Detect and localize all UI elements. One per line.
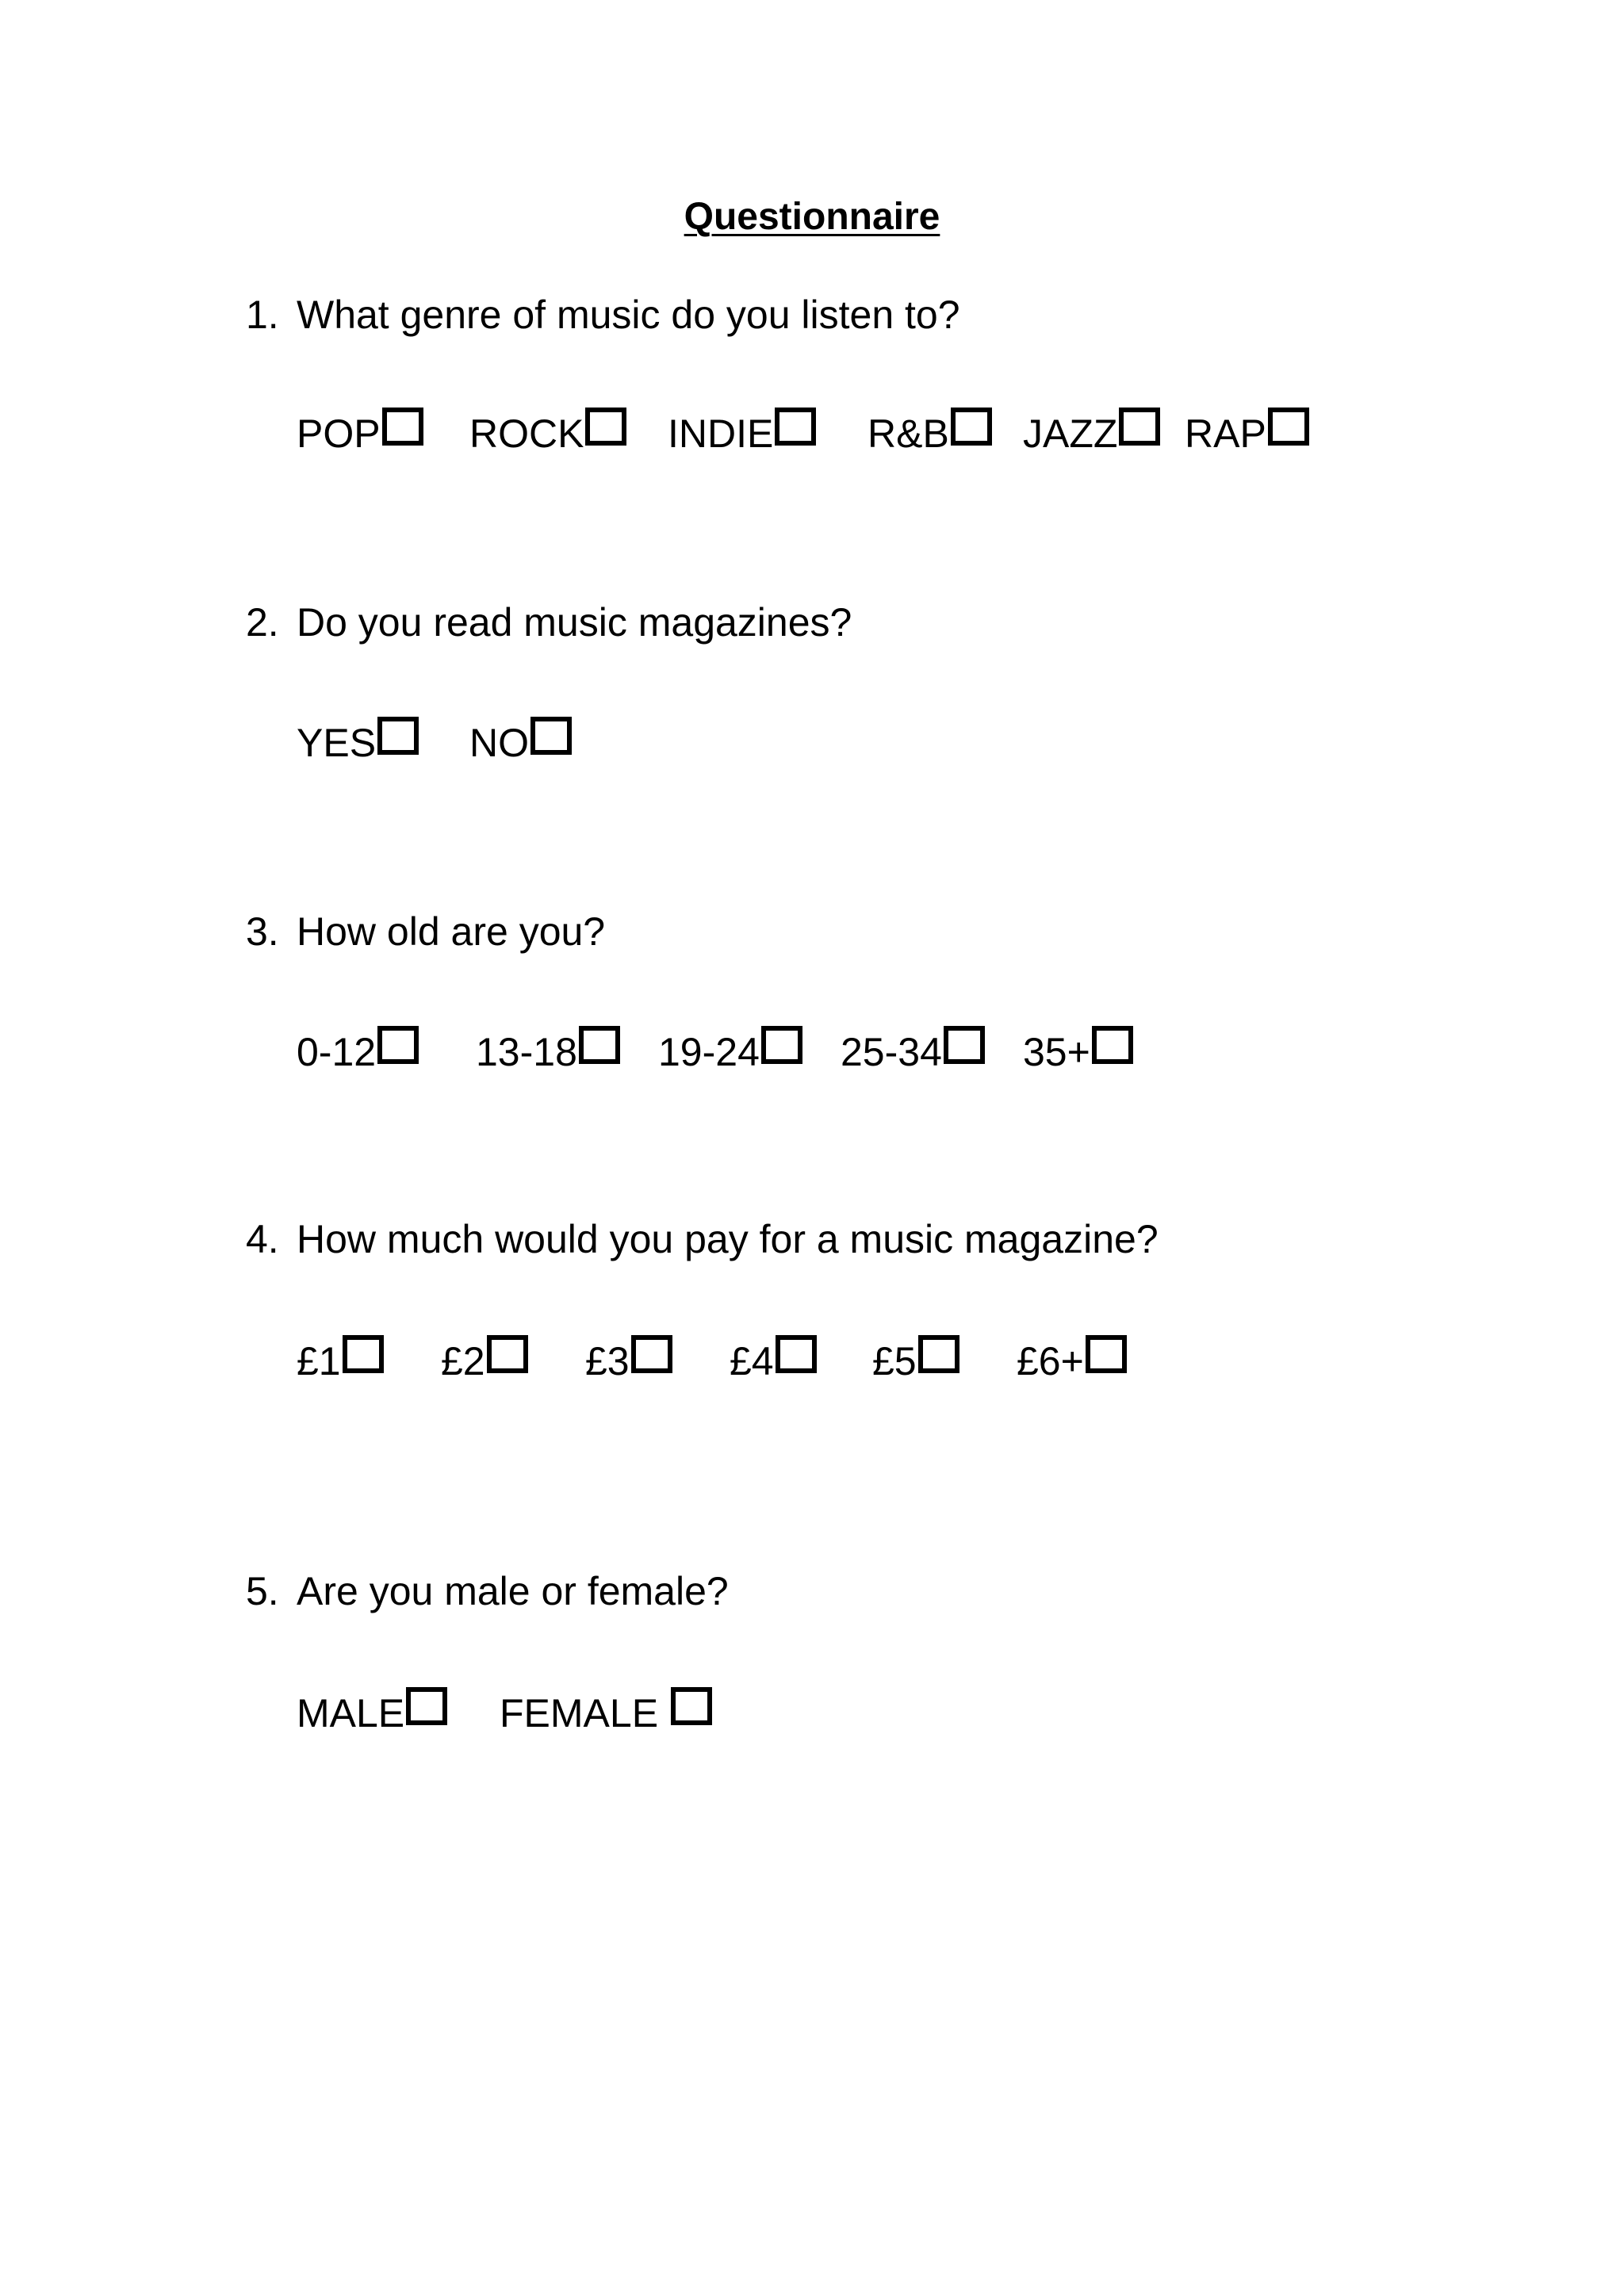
option-price-4[interactable] bbox=[730, 1341, 817, 1381]
checkbox-price-2[interactable] bbox=[487, 1335, 528, 1373]
option-age-25-34[interactable] bbox=[841, 1032, 985, 1072]
question-1 bbox=[246, 295, 960, 335]
page-title: Questionnaire bbox=[684, 196, 940, 238]
question-1-number: 1. bbox=[246, 293, 279, 337]
option-price-2-label: £2 bbox=[441, 1339, 485, 1383]
question-4 bbox=[246, 1219, 1159, 1259]
question-2-number: 2. bbox=[246, 600, 279, 645]
question-5-text: Are you male or female? bbox=[297, 1569, 729, 1613]
option-price-6-plus[interactable] bbox=[1017, 1341, 1127, 1381]
option-indie[interactable] bbox=[668, 411, 816, 456]
question-2 bbox=[246, 600, 852, 645]
option-price-3[interactable] bbox=[585, 1341, 672, 1381]
option-age-0-12-label: 0-12 bbox=[297, 1030, 377, 1074]
checkbox-age-13-18[interactable] bbox=[579, 1026, 620, 1064]
option-price-6-plus-label: £6+ bbox=[1017, 1339, 1084, 1383]
option-price-5[interactable] bbox=[872, 1341, 959, 1381]
option-rnb-label: R&B bbox=[868, 411, 949, 456]
option-rock[interactable] bbox=[469, 411, 626, 456]
option-rnb[interactable] bbox=[868, 411, 992, 456]
checkbox-age-35-plus[interactable] bbox=[1092, 1026, 1133, 1064]
option-jazz-label: JAZZ bbox=[1023, 411, 1118, 456]
checkbox-male[interactable] bbox=[406, 1687, 447, 1725]
checkbox-jazz[interactable] bbox=[1119, 408, 1160, 446]
option-male[interactable] bbox=[297, 1693, 447, 1733]
option-no[interactable] bbox=[469, 723, 572, 763]
option-pop[interactable] bbox=[297, 411, 423, 456]
option-price-4-label: £4 bbox=[730, 1339, 774, 1383]
option-rap[interactable] bbox=[1185, 411, 1309, 456]
checkbox-price-1[interactable] bbox=[343, 1335, 384, 1373]
option-female[interactable] bbox=[500, 1693, 712, 1733]
question-1-text: What genre of music do you listen to? bbox=[297, 293, 960, 337]
option-price-5-label: £5 bbox=[872, 1339, 917, 1383]
checkbox-female[interactable] bbox=[671, 1687, 712, 1725]
option-female-label: FEMALE bbox=[500, 1691, 669, 1735]
question-3 bbox=[246, 909, 606, 954]
option-pop-label: POP bbox=[297, 411, 381, 456]
question-5 bbox=[246, 1571, 729, 1611]
option-age-19-24[interactable] bbox=[658, 1032, 802, 1072]
question-4-number: 4. bbox=[246, 1217, 279, 1261]
option-male-label: MALE bbox=[297, 1691, 405, 1735]
option-age-35-plus-label: 35+ bbox=[1023, 1030, 1090, 1074]
option-age-19-24-label: 19-24 bbox=[658, 1030, 760, 1074]
checkbox-age-25-34[interactable] bbox=[944, 1026, 985, 1064]
checkbox-rock[interactable] bbox=[585, 408, 626, 446]
option-price-1-label: £1 bbox=[297, 1339, 341, 1383]
option-rock-label: ROCK bbox=[469, 411, 584, 456]
checkbox-rap[interactable] bbox=[1268, 408, 1309, 446]
checkbox-price-4[interactable] bbox=[776, 1335, 817, 1373]
checkbox-no[interactable] bbox=[530, 717, 572, 755]
option-age-0-12[interactable] bbox=[297, 1032, 419, 1072]
option-age-13-18-label: 13-18 bbox=[476, 1030, 577, 1074]
option-no-label: NO bbox=[469, 721, 529, 765]
checkbox-pop[interactable] bbox=[382, 408, 423, 446]
option-yes[interactable] bbox=[297, 723, 419, 763]
checkbox-price-5[interactable] bbox=[918, 1335, 959, 1373]
question-4-text: How much would you pay for a music magazine? bbox=[297, 1217, 1159, 1261]
question-2-text: Do you read music magazines? bbox=[297, 600, 852, 645]
checkbox-yes[interactable] bbox=[377, 717, 419, 755]
option-age-25-34-label: 25-34 bbox=[841, 1030, 942, 1074]
option-jazz[interactable] bbox=[1023, 411, 1160, 456]
checkbox-rnb[interactable] bbox=[951, 408, 992, 446]
checkbox-age-0-12[interactable] bbox=[377, 1026, 419, 1064]
question-3-number: 3. bbox=[246, 909, 279, 954]
checkbox-price-6-plus[interactable] bbox=[1086, 1335, 1127, 1373]
option-indie-label: INDIE bbox=[668, 411, 774, 456]
option-price-1[interactable] bbox=[297, 1341, 384, 1381]
option-price-3-label: £3 bbox=[585, 1339, 630, 1383]
question-5-number: 5. bbox=[246, 1569, 279, 1613]
option-age-35-plus[interactable] bbox=[1023, 1032, 1133, 1072]
option-yes-label: YES bbox=[297, 721, 377, 765]
option-rap-label: RAP bbox=[1185, 411, 1266, 456]
checkbox-age-19-24[interactable] bbox=[761, 1026, 802, 1064]
checkbox-indie[interactable] bbox=[775, 408, 816, 446]
checkbox-price-3[interactable] bbox=[631, 1335, 672, 1373]
option-age-13-18[interactable] bbox=[476, 1032, 620, 1072]
option-price-2[interactable] bbox=[441, 1341, 528, 1381]
question-3-text: How old are you? bbox=[297, 909, 606, 954]
